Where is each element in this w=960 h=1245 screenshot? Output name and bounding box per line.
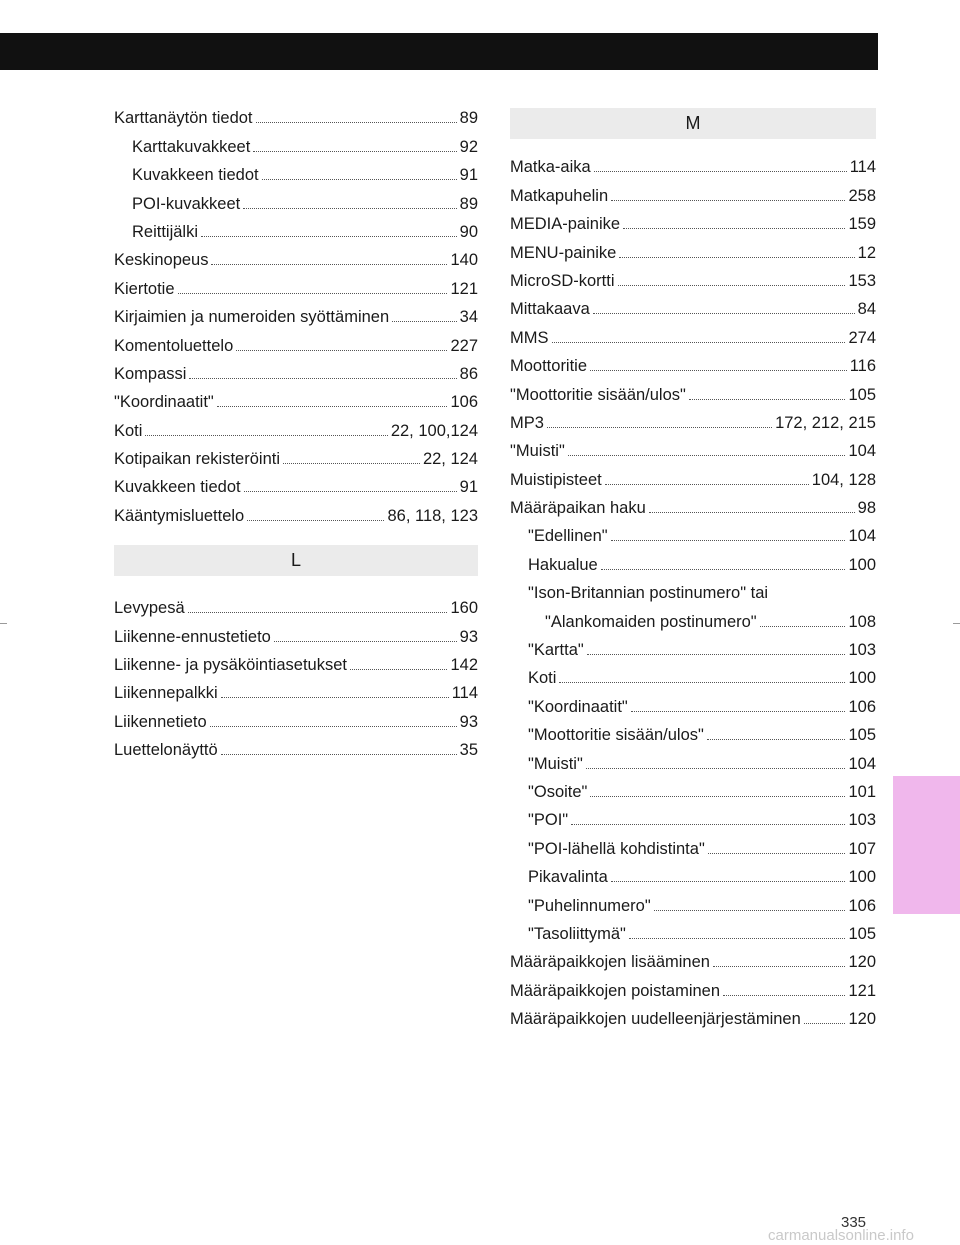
watermark: carmanualsonline.info: [768, 1227, 914, 1244]
index-subentry: "Tasoliittymä" 105: [528, 924, 876, 943]
index-entry: Mittakaava 84: [510, 300, 876, 319]
index-subentry: "Osoite" 101: [528, 782, 876, 801]
index-entry: MicroSD-kortti 153: [510, 271, 876, 290]
index-subentry: "Moottoritie sisään/ulos" 105: [528, 726, 876, 745]
index-entry: "Moottoritie sisään/ulos" 105: [510, 385, 876, 404]
index-subentry: Pikavalinta 100: [528, 868, 876, 887]
index-entry: Kääntymisluettelo 86, 118, 123: [114, 506, 478, 525]
index-subentry: "Koordinaatit" 106: [528, 697, 876, 716]
index-entry: Komentoluettelo 227: [114, 336, 478, 355]
index-entry: Määräpaikkojen uudelleenjärjestäminen 120: [510, 1010, 876, 1029]
crop-mark-right: [953, 623, 960, 624]
index-entry: Kiertotie 121: [114, 279, 478, 298]
index-entry: Liikenne-ennustetieto 93: [114, 627, 478, 646]
index-entry: "Koordinaatit" 106: [114, 393, 478, 412]
index-entry: Liikennepalkki 114: [114, 684, 478, 703]
index-entry: MENU-painike 12: [510, 243, 876, 262]
index-subentry: POI-kuvakkeet 89: [132, 194, 478, 213]
index-subentry: Reittijälki 90: [132, 222, 478, 241]
index-entry: MMS 274: [510, 328, 876, 347]
section-thumb-tab: [893, 776, 960, 914]
index-entry: MP3 172, 212, 215: [510, 413, 876, 432]
index-subentry: Hakualue 100: [528, 555, 876, 574]
index-subentry-line1: "Ison-Britannian postinumero" tai: [528, 584, 769, 603]
index-subentry-line2: "Alankomaiden postinumero" 108: [545, 612, 876, 631]
index-entry: Kuvakkeen tiedot 91: [114, 478, 478, 497]
index-entry: Koti 22, 100,124: [114, 421, 478, 440]
index-entry: Määräpaikkojen poistaminen 121: [510, 981, 876, 1000]
index-entry: Kompassi 86: [114, 364, 478, 383]
index-subentry: "POI" 103: [528, 811, 876, 830]
index-entry: Liikenne- ja pysäköintiasetukset 142: [114, 656, 478, 675]
index-entry: "Muisti" 104: [510, 442, 876, 461]
index-entry: Liikennetieto 93: [114, 712, 478, 731]
index-entry: Moottoritie 116: [510, 357, 876, 376]
crop-mark-left: [0, 623, 7, 624]
index-column-right: [510, 100, 876, 1029]
index-subentry: "Kartta" 103: [528, 641, 876, 660]
index-subentry: "Edellinen" 104: [528, 527, 876, 546]
index-entry: Matkapuhelin 258: [510, 186, 876, 205]
index-entry: Määräpaikan haku 98: [510, 499, 876, 518]
index-entry: Kirjaimien ja numeroiden syöttäminen 34: [114, 308, 478, 327]
index-entry: Levypesä 160: [114, 599, 478, 618]
index-subentry: Karttakuvakkeet 92: [132, 137, 478, 156]
index-entry: Karttanäytön tiedot 89: [114, 109, 478, 128]
index-subentry: "POI-lähellä kohdistinta" 107: [528, 839, 876, 858]
index-subentry: Kuvakkeen tiedot 91: [132, 166, 478, 185]
page-number: 335: [841, 1214, 867, 1231]
index-entry: Matka-aika 114: [510, 158, 876, 177]
top-header-bar: [0, 33, 878, 70]
index-entry: Kotipaikan rekisteröinti 22, 124: [114, 450, 478, 469]
index-entry: MEDIA-painike 159: [510, 215, 876, 234]
index-subentry: "Muisti" 104: [528, 754, 876, 773]
index-entry: Määräpaikkojen lisääminen 120: [510, 953, 876, 972]
index-column-left: [114, 100, 478, 760]
section-header-l: L: [114, 545, 478, 576]
index-entry: Keskinopeus 140: [114, 251, 478, 270]
section-header-m: M: [510, 108, 876, 139]
index-entry: Luettelonäyttö 35: [114, 741, 478, 760]
index-subentry: Koti 100: [528, 669, 876, 688]
index-subentry: "Puhelinnumero" 106: [528, 896, 876, 915]
index-entry: Muistipisteet 104, 128: [510, 470, 876, 489]
